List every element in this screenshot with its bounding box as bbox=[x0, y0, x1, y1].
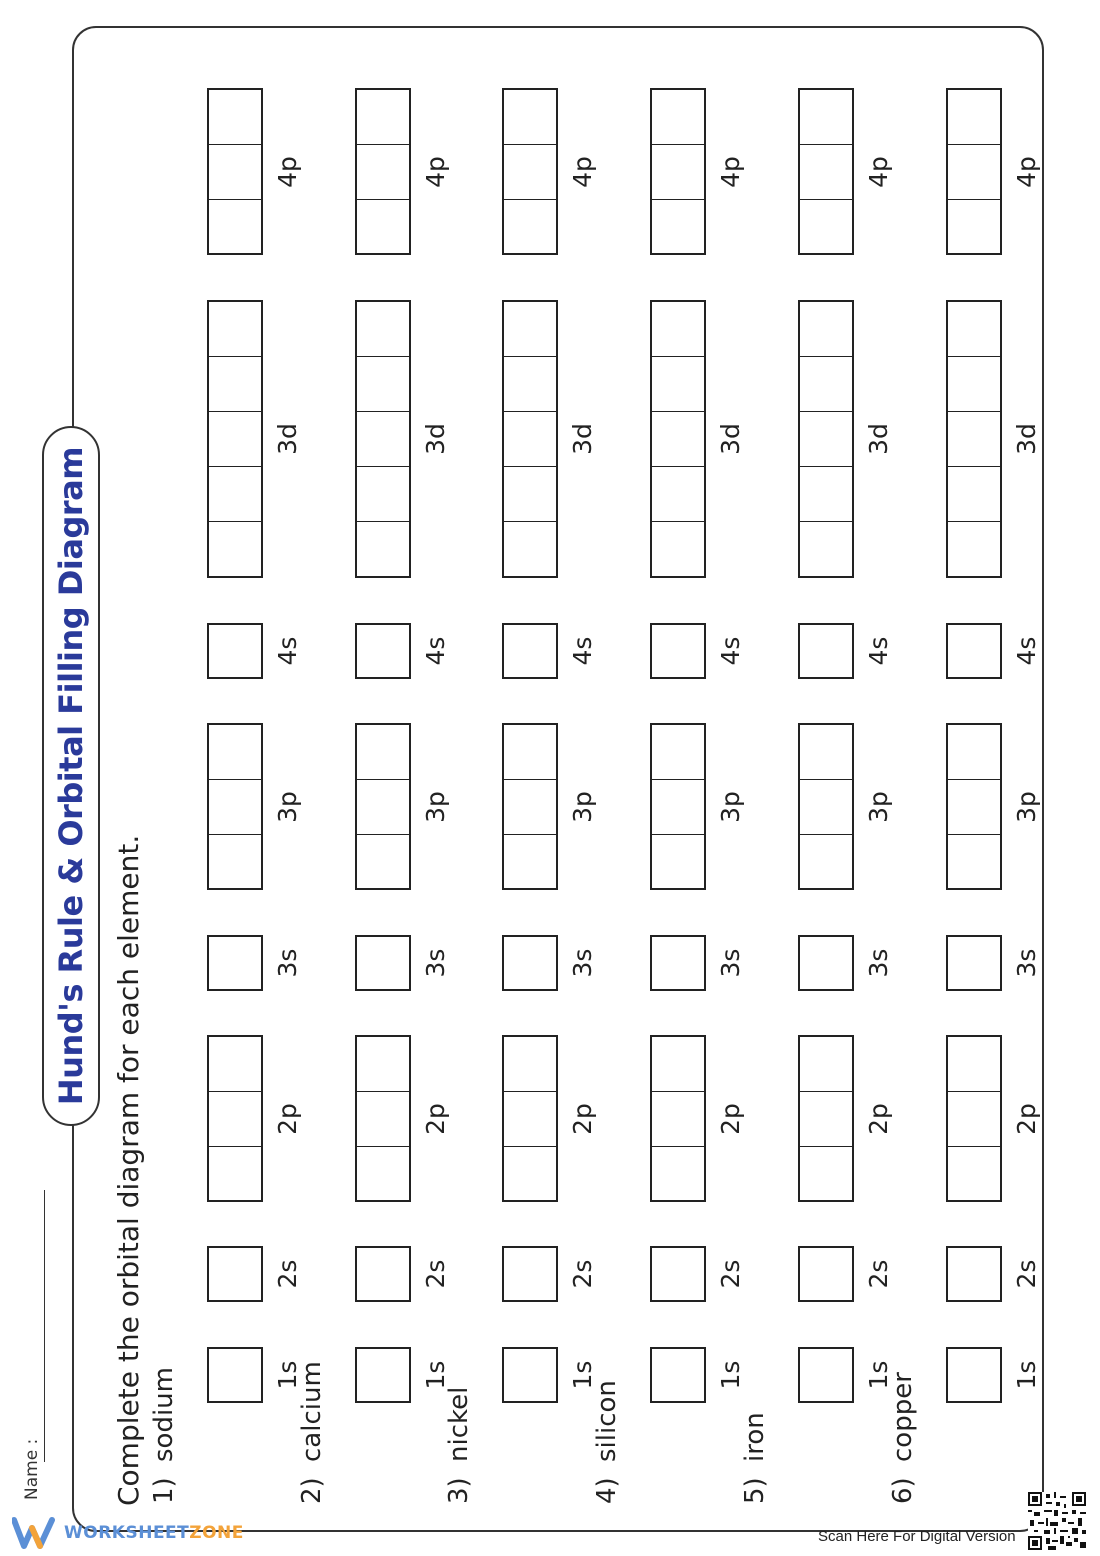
orbital-label: 1s bbox=[273, 1360, 302, 1390]
orbital-label: 4s bbox=[421, 636, 450, 666]
orbital-cell[interactable] bbox=[948, 90, 1000, 145]
orbital-label: 2s bbox=[421, 1259, 450, 1289]
orbital-cell[interactable] bbox=[948, 1092, 1000, 1147]
orbital-cell[interactable] bbox=[800, 725, 852, 780]
orbital-box-4p[interactable] bbox=[650, 88, 706, 255]
orbital-cell[interactable] bbox=[357, 302, 409, 357]
orbital-cell[interactable] bbox=[357, 467, 409, 522]
orbital-box-4s[interactable] bbox=[946, 623, 1002, 679]
orbital-cell[interactable] bbox=[504, 937, 556, 992]
orbital-cell[interactable] bbox=[504, 1349, 556, 1404]
orbital-cell[interactable] bbox=[652, 780, 704, 835]
orbital-box-2s[interactable] bbox=[946, 1246, 1002, 1302]
logo-text bbox=[64, 1523, 244, 1543]
orbital-cell[interactable] bbox=[948, 522, 1000, 577]
orbital-box-3p[interactable] bbox=[207, 723, 263, 890]
orbital-cell[interactable] bbox=[209, 145, 261, 200]
orbital-cell[interactable] bbox=[948, 1248, 1000, 1303]
orbital-cell[interactable] bbox=[504, 522, 556, 577]
orbital-cell[interactable] bbox=[800, 302, 852, 357]
orbital-label: 3d bbox=[864, 423, 893, 455]
orbital-label: 2s bbox=[716, 1259, 745, 1289]
element-number: 2) bbox=[297, 1477, 327, 1504]
orbital-cell[interactable] bbox=[209, 522, 261, 577]
orbital-cell[interactable] bbox=[504, 412, 556, 467]
orbital-label: 3p bbox=[273, 790, 302, 823]
orbital-box-1s[interactable] bbox=[502, 1347, 558, 1403]
orbital-box-3p[interactable] bbox=[355, 723, 411, 890]
orbital-label: 1s bbox=[1012, 1360, 1041, 1390]
orbital-box-2p[interactable] bbox=[798, 1035, 854, 1202]
orbital-cell[interactable] bbox=[357, 90, 409, 145]
orbital-cell[interactable] bbox=[209, 1349, 261, 1404]
orbital-cell[interactable] bbox=[209, 412, 261, 467]
orbital-cell[interactable] bbox=[504, 725, 556, 780]
orbital-cell[interactable] bbox=[504, 302, 556, 357]
orbital-cell[interactable] bbox=[652, 937, 704, 992]
element-number: 6) bbox=[888, 1477, 918, 1504]
orbital-cell[interactable] bbox=[357, 725, 409, 780]
orbital-label: 4s bbox=[568, 636, 597, 666]
orbital-cell[interactable] bbox=[209, 1248, 261, 1303]
orbital-box-4p[interactable] bbox=[798, 88, 854, 255]
orbital-cell[interactable] bbox=[800, 200, 852, 255]
orbital-box-2s[interactable] bbox=[798, 1246, 854, 1302]
orbital-box-2p[interactable] bbox=[650, 1035, 706, 1202]
orbital-cell[interactable] bbox=[652, 625, 704, 680]
orbital-box-4s[interactable] bbox=[207, 623, 263, 679]
orbital-label: 3p bbox=[716, 790, 745, 823]
orbital-box-1s[interactable] bbox=[798, 1347, 854, 1403]
element-name: iron bbox=[740, 1412, 770, 1462]
orbital-cell[interactable] bbox=[652, 835, 704, 890]
orbital-cell[interactable] bbox=[504, 835, 556, 890]
orbital-cell[interactable] bbox=[652, 90, 704, 145]
orbital-cell[interactable] bbox=[652, 725, 704, 780]
orbital-box-3s[interactable] bbox=[502, 935, 558, 991]
orbital-box-2s[interactable] bbox=[502, 1246, 558, 1302]
orbital-label: 4s bbox=[716, 636, 745, 666]
orbital-cell[interactable] bbox=[800, 467, 852, 522]
orbital-label: 3d bbox=[1012, 423, 1041, 455]
orbital-cell[interactable] bbox=[800, 90, 852, 145]
orbital-label: 3s bbox=[273, 948, 302, 978]
orbital-box-2p[interactable] bbox=[355, 1035, 411, 1202]
orbital-box-2p[interactable] bbox=[502, 1035, 558, 1202]
orbital-cell[interactable] bbox=[357, 522, 409, 577]
orbital-cell[interactable] bbox=[209, 1037, 261, 1092]
orbital-label: 3p bbox=[1012, 790, 1041, 823]
logo-text-part2: ZONE bbox=[189, 1523, 244, 1543]
orbital-cell[interactable] bbox=[948, 725, 1000, 780]
orbital-label: 2p bbox=[864, 1102, 893, 1135]
orbital-cell[interactable] bbox=[504, 200, 556, 255]
orbital-cell[interactable] bbox=[209, 1092, 261, 1147]
orbital-cell[interactable] bbox=[800, 1092, 852, 1147]
orbital-cell[interactable] bbox=[209, 780, 261, 835]
orbital-cell[interactable] bbox=[652, 1092, 704, 1147]
orbital-cell[interactable] bbox=[209, 1147, 261, 1202]
orbital-cell[interactable] bbox=[357, 835, 409, 890]
orbital-cell[interactable] bbox=[357, 1092, 409, 1147]
orbital-box-3s[interactable] bbox=[207, 935, 263, 991]
orbital-cell[interactable] bbox=[357, 1037, 409, 1092]
orbital-box-2s[interactable] bbox=[207, 1246, 263, 1302]
orbital-cell[interactable] bbox=[652, 522, 704, 577]
orbital-box-1s[interactable] bbox=[946, 1347, 1002, 1403]
element-number: 5) bbox=[740, 1477, 770, 1504]
orbital-cell[interactable] bbox=[209, 467, 261, 522]
orbital-label: 4p bbox=[568, 155, 597, 188]
orbital-cell[interactable] bbox=[800, 1037, 852, 1092]
element-number: 1) bbox=[149, 1477, 179, 1504]
orbital-box-3p[interactable] bbox=[502, 723, 558, 890]
orbital-cell[interactable] bbox=[504, 467, 556, 522]
orbital-box-4p[interactable] bbox=[355, 88, 411, 255]
orbital-cell[interactable] bbox=[652, 1037, 704, 1092]
logo-text-part1: WORKSHEET bbox=[64, 1523, 190, 1543]
orbital-cell[interactable] bbox=[357, 412, 409, 467]
element-number: 4) bbox=[592, 1477, 622, 1504]
orbital-cell[interactable] bbox=[948, 412, 1000, 467]
element-name: copper bbox=[888, 1372, 918, 1462]
orbital-cell[interactable] bbox=[209, 937, 261, 992]
orbital-box-3d[interactable] bbox=[946, 300, 1002, 578]
worksheet-title: Hund's Rule & Orbital Filling Diagram bbox=[52, 446, 90, 1106]
orbital-label: 3d bbox=[716, 423, 745, 455]
orbital-cell[interactable] bbox=[652, 302, 704, 357]
orbital-cell[interactable] bbox=[504, 780, 556, 835]
orbital-label: 3s bbox=[421, 948, 450, 978]
orbital-box-4s[interactable] bbox=[355, 623, 411, 679]
orbital-cell[interactable] bbox=[800, 522, 852, 577]
orbital-cell[interactable] bbox=[800, 937, 852, 992]
orbital-box-2p[interactable] bbox=[207, 1035, 263, 1202]
orbital-cell[interactable] bbox=[948, 145, 1000, 200]
orbital-label: 4s bbox=[1012, 636, 1041, 666]
orbital-cell[interactable] bbox=[948, 200, 1000, 255]
element-name: nickel bbox=[444, 1386, 474, 1462]
orbital-label: 4p bbox=[716, 155, 745, 188]
orbital-box-3s[interactable] bbox=[650, 935, 706, 991]
orbital-cell[interactable] bbox=[357, 1147, 409, 1202]
element-name: sodium bbox=[149, 1367, 179, 1462]
orbital-label: 4s bbox=[273, 636, 302, 666]
orbital-cell[interactable] bbox=[948, 302, 1000, 357]
orbital-cell[interactable] bbox=[800, 625, 852, 680]
name-label: Name : bbox=[22, 1438, 42, 1500]
element-name: silicon bbox=[592, 1380, 622, 1462]
orbital-box-3d[interactable] bbox=[355, 300, 411, 578]
orbital-cell[interactable] bbox=[948, 357, 1000, 412]
orbital-cell[interactable] bbox=[357, 200, 409, 255]
orbital-cell[interactable] bbox=[652, 467, 704, 522]
orbital-cell[interactable] bbox=[800, 357, 852, 412]
orbital-box-3s[interactable] bbox=[946, 935, 1002, 991]
orbital-label: 3s bbox=[1012, 948, 1041, 978]
orbital-cell[interactable] bbox=[652, 200, 704, 255]
instructions: Complete the orbital diagram for each element. bbox=[112, 834, 145, 1506]
element-name: calcium bbox=[297, 1361, 327, 1462]
orbital-cell[interactable] bbox=[357, 780, 409, 835]
orbital-cell[interactable] bbox=[209, 625, 261, 680]
orbital-cell[interactable] bbox=[504, 1147, 556, 1202]
orbital-box-1s[interactable] bbox=[650, 1347, 706, 1403]
orbital-cell[interactable] bbox=[504, 1037, 556, 1092]
orbital-cell[interactable] bbox=[948, 467, 1000, 522]
qr-code-icon[interactable] bbox=[1028, 1492, 1086, 1550]
orbital-label: 2s bbox=[273, 1259, 302, 1289]
orbital-box-4p[interactable] bbox=[207, 88, 263, 255]
orbital-cell[interactable] bbox=[948, 835, 1000, 890]
orbital-box-4s[interactable] bbox=[650, 623, 706, 679]
orbital-cell[interactable] bbox=[504, 1248, 556, 1303]
orbital-cell[interactable] bbox=[948, 1037, 1000, 1092]
orbital-label: 2s bbox=[1012, 1259, 1041, 1289]
orbital-label: 3d bbox=[421, 423, 450, 455]
name-line[interactable] bbox=[44, 1190, 45, 1462]
orbital-cell[interactable] bbox=[652, 1349, 704, 1404]
orbital-cell[interactable] bbox=[652, 1147, 704, 1202]
orbital-cell[interactable] bbox=[357, 1349, 409, 1404]
orbital-box-4p[interactable] bbox=[946, 88, 1002, 255]
orbital-box-1s[interactable] bbox=[355, 1347, 411, 1403]
orbital-cell[interactable] bbox=[948, 937, 1000, 992]
orbital-label: 2p bbox=[273, 1102, 302, 1135]
orbital-cell[interactable] bbox=[504, 90, 556, 145]
orbital-cell[interactable] bbox=[948, 780, 1000, 835]
orbital-label: 3s bbox=[864, 948, 893, 978]
orbital-label: 2p bbox=[421, 1102, 450, 1135]
orbital-label: 1s bbox=[568, 1360, 597, 1390]
orbital-box-4s[interactable] bbox=[798, 623, 854, 679]
orbital-cell[interactable] bbox=[357, 937, 409, 992]
orbital-cell[interactable] bbox=[209, 200, 261, 255]
orbital-cell[interactable] bbox=[800, 412, 852, 467]
orbital-cell[interactable] bbox=[652, 357, 704, 412]
orbital-cell[interactable] bbox=[209, 357, 261, 412]
orbital-box-2s[interactable] bbox=[355, 1246, 411, 1302]
orbital-label: 3d bbox=[568, 423, 597, 455]
orbital-box-3s[interactable] bbox=[355, 935, 411, 991]
orbital-box-3p[interactable] bbox=[798, 723, 854, 890]
orbital-label: 4p bbox=[1012, 155, 1041, 188]
orbital-box-3p[interactable] bbox=[946, 723, 1002, 890]
orbital-cell[interactable] bbox=[948, 625, 1000, 680]
orbital-label: 3p bbox=[864, 790, 893, 823]
worksheet-title-pill bbox=[42, 426, 100, 1126]
orbital-label: 2p bbox=[1012, 1102, 1041, 1135]
orbital-box-3d[interactable] bbox=[207, 300, 263, 578]
orbital-box-4s[interactable] bbox=[502, 623, 558, 679]
orbital-cell[interactable] bbox=[652, 1248, 704, 1303]
orbital-box-4p[interactable] bbox=[502, 88, 558, 255]
orbital-label: 1s bbox=[421, 1360, 450, 1390]
orbital-box-2s[interactable] bbox=[650, 1246, 706, 1302]
orbital-cell[interactable] bbox=[800, 145, 852, 200]
orbital-cell[interactable] bbox=[357, 145, 409, 200]
orbital-cell[interactable] bbox=[800, 780, 852, 835]
orbital-cell[interactable] bbox=[652, 412, 704, 467]
orbital-cell[interactable] bbox=[948, 1349, 1000, 1404]
orbital-label: 4p bbox=[273, 155, 302, 188]
orbital-label: 4s bbox=[864, 636, 893, 666]
orbital-cell[interactable] bbox=[800, 1248, 852, 1303]
orbital-cell[interactable] bbox=[357, 357, 409, 412]
orbital-box-3d[interactable] bbox=[650, 300, 706, 578]
orbital-label: 2s bbox=[568, 1259, 597, 1289]
orbital-cell[interactable] bbox=[504, 625, 556, 680]
orbital-label: 3d bbox=[273, 423, 302, 455]
orbital-box-3s[interactable] bbox=[798, 935, 854, 991]
orbital-cell[interactable] bbox=[357, 625, 409, 680]
orbital-cell[interactable] bbox=[209, 90, 261, 145]
orbital-label: 2s bbox=[864, 1259, 893, 1289]
scan-caption: Scan Here For Digital Version bbox=[818, 1528, 1016, 1545]
orbital-label: 1s bbox=[716, 1360, 745, 1390]
orbital-cell[interactable] bbox=[504, 145, 556, 200]
logo-w-icon bbox=[12, 1516, 60, 1550]
orbital-label: 2p bbox=[568, 1102, 597, 1135]
orbital-box-2p[interactable] bbox=[946, 1035, 1002, 1202]
orbital-cell[interactable] bbox=[209, 835, 261, 890]
orbital-box-3p[interactable] bbox=[650, 723, 706, 890]
orbital-cell[interactable] bbox=[800, 1349, 852, 1404]
worksheetzone-logo bbox=[12, 1516, 244, 1550]
orbital-label: 3s bbox=[568, 948, 597, 978]
orbital-cell[interactable] bbox=[948, 1147, 1000, 1202]
orbital-box-1s[interactable] bbox=[207, 1347, 263, 1403]
orbital-cell[interactable] bbox=[504, 357, 556, 412]
orbital-label: 4p bbox=[864, 155, 893, 188]
orbital-label: 3p bbox=[568, 790, 597, 823]
element-number: 3) bbox=[444, 1477, 474, 1504]
orbital-cell[interactable] bbox=[652, 145, 704, 200]
orbital-label: 1s bbox=[864, 1360, 893, 1390]
orbital-cell[interactable] bbox=[800, 835, 852, 890]
orbital-cell[interactable] bbox=[357, 1248, 409, 1303]
orbital-cell[interactable] bbox=[209, 302, 261, 357]
orbital-cell[interactable] bbox=[800, 1147, 852, 1202]
orbital-label: 4p bbox=[421, 155, 450, 188]
orbital-label: 3s bbox=[716, 948, 745, 978]
orbital-label: 2p bbox=[716, 1102, 745, 1135]
orbital-label: 3p bbox=[421, 790, 450, 823]
orbital-box-3d[interactable] bbox=[502, 300, 558, 578]
orbital-cell[interactable] bbox=[209, 725, 261, 780]
orbital-cell[interactable] bbox=[504, 1092, 556, 1147]
orbital-box-3d[interactable] bbox=[798, 300, 854, 578]
